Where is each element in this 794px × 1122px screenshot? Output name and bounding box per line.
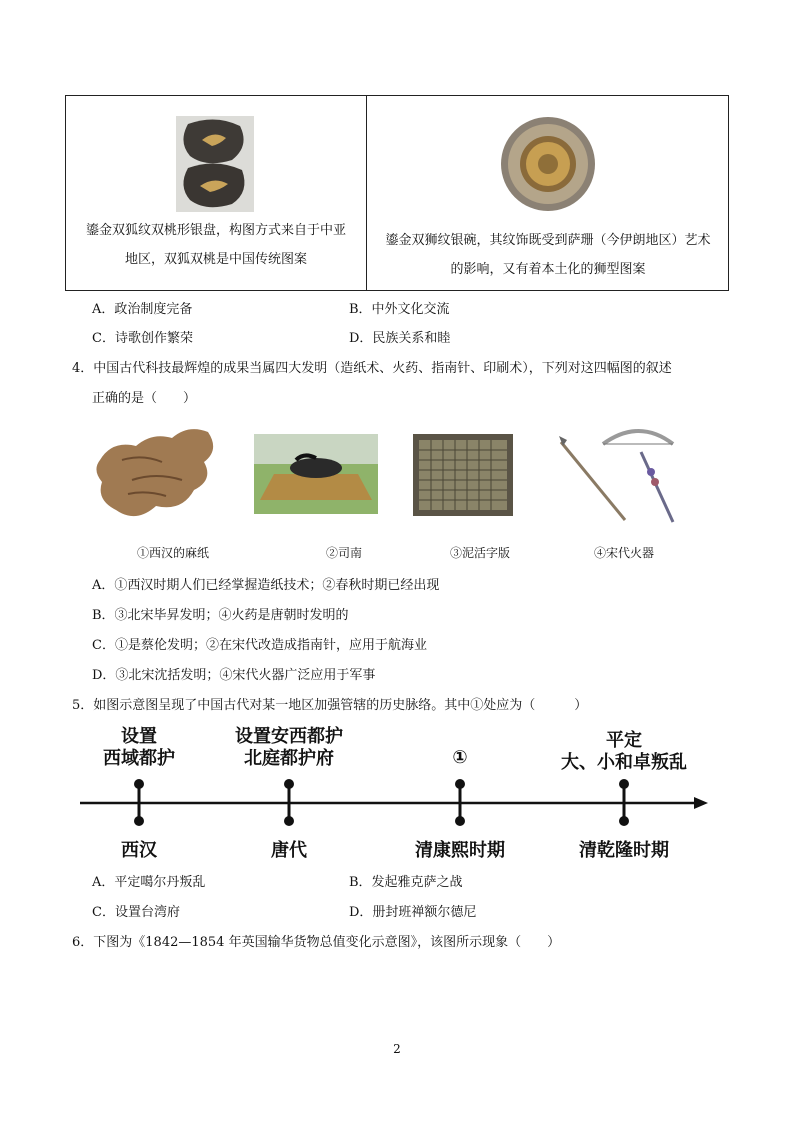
- q4-option-c[interactable]: C．①是蔡伦发明；②在宋代改造成指南针，应用于航海业: [92, 638, 427, 653]
- q3-option-d[interactable]: D．民族关系和睦: [349, 331, 451, 346]
- q4-caption-2: ②司南: [325, 546, 362, 560]
- compass-image: [254, 434, 378, 514]
- timeline-dot-bottom-1: [134, 816, 144, 826]
- q5-stem: 5．如图示意图呈现了中国古代对某一地区加强管辖的历史脉络。其中①处应为（ ）: [72, 698, 588, 713]
- q5-option-c[interactable]: C．设置台湾府: [92, 905, 180, 920]
- timeline-period-1: 西汉: [121, 840, 157, 861]
- timeline-period-4: 清乾隆时期: [579, 840, 669, 861]
- timeline-dot-top-3: [455, 779, 465, 789]
- timeline-dot-bottom-3: [455, 816, 465, 826]
- q5-option-d[interactable]: D．册封班禅额尔德尼: [349, 905, 477, 920]
- left-caption-line2: 地区，双狐双桃是中国传统图案: [124, 252, 307, 267]
- timeline-dot-bottom-2: [284, 816, 294, 826]
- timeline-dot-bottom-4: [619, 816, 629, 826]
- page-number: 2: [393, 1042, 401, 1056]
- timeline-event-1-line2: 西域都护: [103, 748, 175, 769]
- timeline-event-4-label: [534, 730, 714, 774]
- right-caption: [367, 226, 729, 284]
- hemp-paper-image: [92, 420, 222, 530]
- q4-caption-1: ①西汉的麻纸: [136, 546, 209, 560]
- song-weapon-image: [555, 422, 685, 532]
- q4-caption-4: ④宋代火器: [593, 546, 654, 560]
- left-caption: [66, 216, 366, 274]
- q3-option-c[interactable]: C．诗歌创作繁荣: [92, 331, 193, 346]
- q5-option-a[interactable]: A．平定噶尔丹叛乱: [92, 875, 206, 890]
- timeline-event-2-line1: 设置安西都护: [235, 726, 343, 747]
- silver-bowl-image: [498, 114, 598, 214]
- timeline-event-1-line1: 设置: [121, 726, 157, 747]
- timeline-dot-top-4: [619, 779, 629, 789]
- timeline-axis: [78, 770, 714, 840]
- q4-stem-line1: 4．中国古代科技最辉煌的成果当属四大发明（造纸术、火药、指南针、印刷术），下列对这四幅图的叙述: [72, 361, 672, 376]
- right-caption-line2: 的影响，又有着本土化的狮型图案: [450, 262, 646, 277]
- artifact-table: [65, 95, 729, 291]
- timeline-event-3-label: [370, 747, 550, 769]
- q6-stem: 6．下图为《1842—1854 年英国输华货物总值变化示意图》，该图所示现象（ ）: [72, 935, 561, 950]
- timeline-event-2-line2: 北庭都护府: [244, 748, 334, 769]
- q3-option-b[interactable]: B．中外文化交流: [349, 302, 450, 317]
- clay-type-image: [413, 434, 513, 516]
- q4-option-d[interactable]: D．③北宋沈括发明；④宋代火器广泛应用于军事: [92, 668, 376, 683]
- q4-caption-3: ③泥活字版: [449, 546, 510, 560]
- timeline-period-3: 清康熙时期: [415, 840, 505, 861]
- q4-stem-line2: 正确的是（ ）: [92, 391, 197, 406]
- timeline-period-2: 唐代: [271, 840, 307, 861]
- q5-option-b[interactable]: B．发起雅克萨之战: [349, 875, 463, 890]
- timeline-event-4-line1: 平定: [606, 730, 642, 751]
- timeline-event-4-line2: 大、小和卓叛乱: [561, 752, 687, 773]
- right-caption-line1: 鎏金双狮纹银碗，其纹饰既受到萨珊（今伊朗地区）艺术: [385, 233, 711, 248]
- q4-option-a[interactable]: A．①西汉时期人们已经掌握造纸技术；②春秋时期已经出现: [92, 578, 440, 593]
- timeline-dot-top-1: [134, 779, 144, 789]
- q4-option-b[interactable]: B．③北宋毕昇发明；④火药是唐朝时发明的: [92, 608, 349, 623]
- timeline-dot-top-2: [284, 779, 294, 789]
- timeline-event-3-line1: ①: [452, 747, 468, 768]
- timeline-event-2-label: [199, 726, 379, 770]
- q3-option-a[interactable]: A．政治制度完备: [92, 302, 193, 317]
- silver-plate-image: [176, 116, 254, 212]
- left-caption-line1: 鎏金双狐纹双桃形银盘，构图方式来自于中亚: [85, 223, 346, 238]
